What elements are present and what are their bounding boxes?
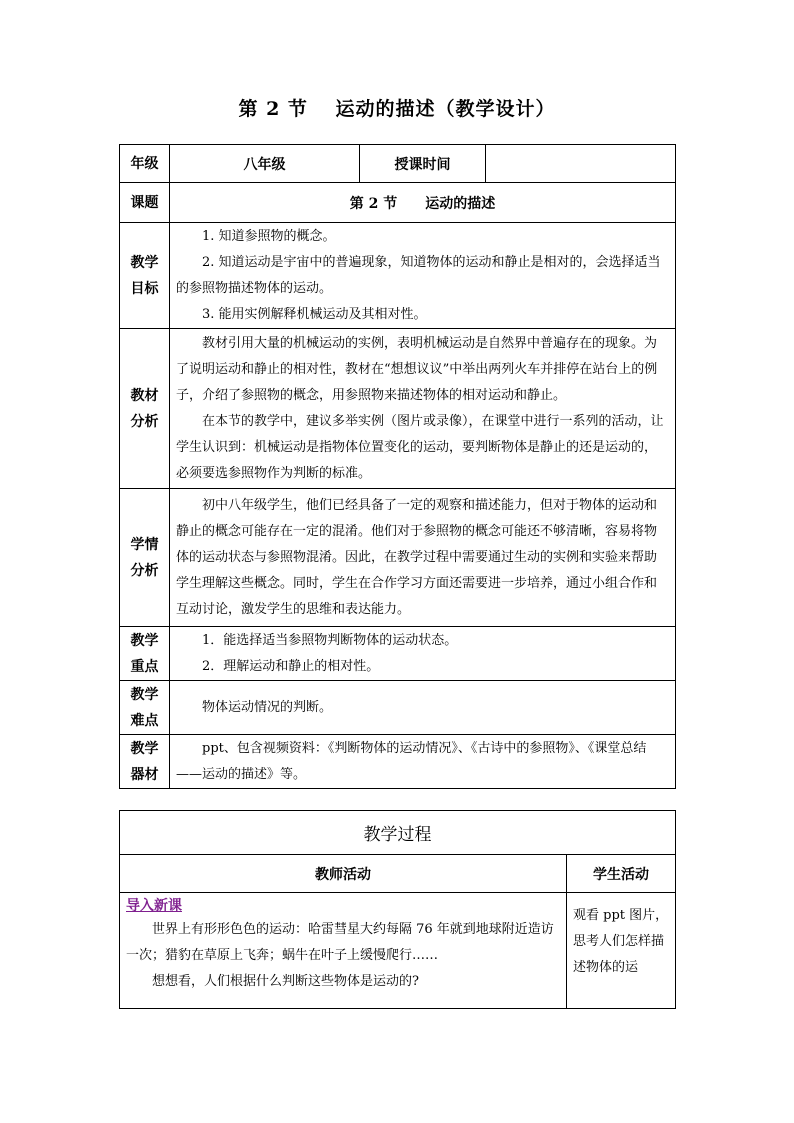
teacher-activity-header: 教师活动 [120,855,567,893]
difficulties-label-line1: 教学 [130,686,159,703]
key-points-row [120,627,676,681]
equipment-label-line1: 教学 [130,740,159,757]
student-analysis-label-line1: 学情 [130,536,159,553]
time-value [486,145,676,183]
goals-label [120,223,170,329]
topic-value [170,183,676,223]
grade-value: 八年级 [170,145,360,183]
student-analysis-paragraph: 初中八年级学生，他们已经具备了一定的观察和描述能力，但对于物体的运动和静止的概念可能存在一定的混淆。他们对于参照物的概念可能还不够清晰，容易将物体的运动状态与参照物混淆。因此，在教学过程中需要通过生动的实例和实验来帮助学生理解这些概念。同时，学生在合作学习方面还需要进一步培养，通过小组合作和互动讨论，激发学生的思维和表达能力。 [176,497,658,617]
goal-item: 2. 知道运动是宇宙中的普遍现象，知道物体的运动和静止是相对的，会选择适当的参照物描述物体的运动。 [176,254,661,296]
equipment-text: ppt、包含视频资料：《判断物体的运动情况》、《古诗中的参照物》、《课堂总结——运动的描述》等。 [176,740,647,782]
key-point-item: 2．理解运动和静止的相对性。 [202,658,380,674]
difficulties-content [170,681,676,735]
difficulties-row [120,681,676,735]
process-title-row [120,811,676,855]
page-title: 第 2 节 运动的描述（教学设计） [238,98,556,120]
material-paragraph: 在本节的教学中，建议多举实例（图片或录像），在课堂中进行一系列的活动，让学生认识到：机械运动是指物体位置变化的运动，要判断物体是静止的还是运动的，必须要选参照物作为判断的标准。 [176,413,664,481]
material-analysis-label-line1: 教材 [130,387,159,404]
student-activity-header: 学生活动 [567,855,676,893]
topic-label: 课题 [120,183,170,223]
intro-row [120,893,676,1009]
equipment-label [120,735,170,789]
material-analysis-content [170,329,676,489]
process-header-row [120,855,676,893]
time-label: 授课时间 [360,145,486,183]
goals-label-line1: 教学 [130,254,159,271]
student-analysis-label [120,489,170,627]
intro-section-link[interactable]: 导入新课 [126,898,182,914]
grade-row [120,145,676,183]
student-analysis-content [170,489,676,627]
equipment-content [170,735,676,789]
difficulties-text: 物体运动情况的判断。 [202,699,333,715]
goals-label-line2: 目标 [130,280,159,297]
topic-row [120,183,676,223]
teacher-activity-content [126,917,560,995]
material-analysis-row [120,329,676,489]
student-activity-text: 观看 ppt 图片，思考人们怎样描述物体的运 [573,908,669,975]
topic-section: 第 2 节 [349,195,398,212]
topic-name: 运动的描述 [425,195,496,212]
goal-item: 1. 知道参照物的概念。 [202,228,336,244]
key-points-label [120,627,170,681]
grade-label: 年级 [120,145,170,183]
lesson-info-table [119,144,676,789]
key-points-label-line1: 教学 [130,632,159,649]
key-point-item: 1．能选择适当参照物判断物体的运动状态。 [202,632,458,648]
goals-row [120,223,676,329]
key-points-label-line2: 重点 [130,658,159,675]
equipment-label-line2: 器材 [130,766,159,783]
student-analysis-row [120,489,676,627]
material-paragraph: 教材引用大量的机械运动的实例，表明机械运动是自然界中普遍存在的现象。为了说明运动和静止的相对性，教材在“想想议议”中举出两列火车并排停在站台上的例子，介绍了参照物的概念，用参照物来描述物体的相对运动和静止。 [176,335,658,403]
teacher-activity-cell [120,893,567,1009]
goals-content [170,223,676,329]
teaching-process-table [119,810,676,1009]
difficulties-label-line2: 难点 [130,712,159,729]
equipment-row [120,735,676,789]
teacher-paragraph: 世界上有形形色色的运动：哈雷彗星大约每隔 76 年就到地球附近造访一次；猎豹在草原上飞奔；蜗牛在叶子上缓慢爬行…… [126,922,554,963]
key-points-content [170,627,676,681]
material-analysis-label-line2: 分析 [130,413,159,430]
student-analysis-label-line2: 分析 [130,562,159,579]
student-activity-cell [567,893,676,1009]
difficulties-label [120,681,170,735]
material-analysis-label [120,329,170,489]
goal-item: 3. 能用实例解释机械运动及其相对性。 [202,306,427,322]
teacher-paragraph: 想想看，人们根据什么判断这些物体是运动的? [152,974,419,989]
process-title: 教学过程 [120,811,676,855]
